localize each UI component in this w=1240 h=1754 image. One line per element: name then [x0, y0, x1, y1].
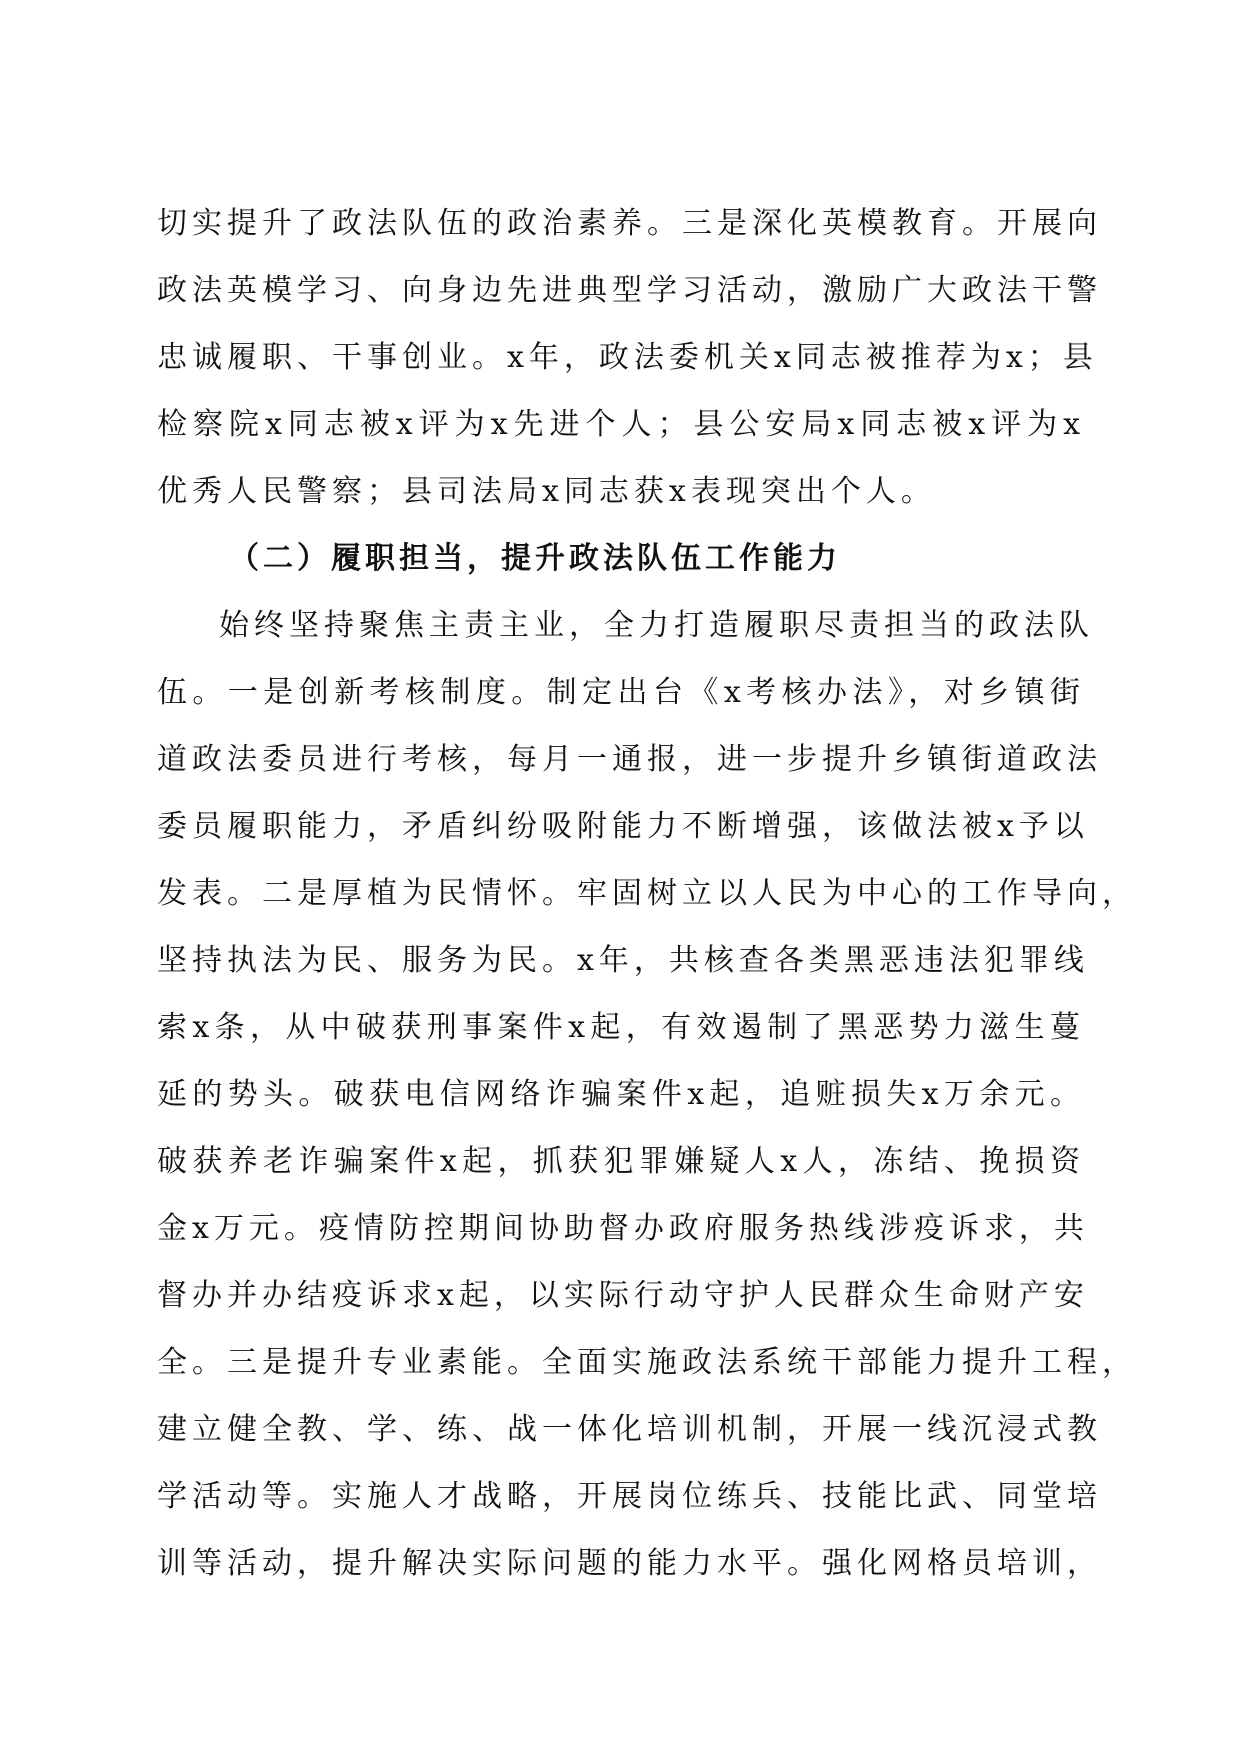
- text-line: 延的势头。破获电信网络诈骗案件x起，追赃损失x万余元。: [157, 1077, 1085, 1112]
- text-line: 破获养老诈骗案件x起，抓获犯罪嫌疑人x人，冻结、挽损资: [157, 1144, 1085, 1179]
- text-line: 优秀人民警察；县司法局x同志获x表现突出个人。: [157, 474, 936, 509]
- text-line: 训等活动，提升解决实际问题的能力水平。强化网格员培训，: [157, 1546, 1102, 1581]
- paragraph: [157, 592, 1137, 1597]
- text-line: 委员履职能力，矛盾纠纷吸附能力不断增强，该做法被x予以: [157, 809, 1089, 844]
- text-line: 伍。一是创新考核制度。制定出台《x考核办法》，对乡镇街: [157, 675, 1085, 710]
- text-line: 金x万元。疫情防控期间协助督办政府服务热线涉疫诉求，共: [157, 1211, 1089, 1246]
- text-line: 始终坚持聚焦主责主业，全力打造履职尽责担当的政法队: [219, 608, 1094, 643]
- text-line: 道政法委员进行考核，每月一通报，进一步提升乡镇街道政法: [157, 742, 1102, 777]
- section-heading: （二）履职担当，提升政法队伍工作能力: [229, 541, 841, 576]
- text-line: 政法英模学习、向身边先进典型学习活动，激励广大政法干警: [157, 273, 1102, 308]
- text-line: 学活动等。实施人才战略，开展岗位练兵、技能比武、同堂培: [157, 1479, 1102, 1514]
- text-line: 坚持执法为民、服务为民。x年，共核查各类黑恶违法犯罪线: [157, 943, 1089, 978]
- text-line: 忠诚履职、干事创业。x年，政法委机关x同志被推荐为x；县: [157, 340, 1098, 375]
- text-line: 检察院x同志被x评为x先进个人；县公安局x同志被x评为x: [157, 407, 1085, 442]
- document-body: [157, 190, 1137, 1597]
- text-line: 索x条，从中破获刑事案件x起，有效遏制了黑恶势力滋生蔓: [157, 1010, 1085, 1045]
- text-line: 建立健全教、学、练、战一体化培训机制，开展一线沉浸式教: [157, 1412, 1102, 1447]
- paragraph: [157, 190, 1102, 525]
- text-line: 发表。二是厚植为民情怀。牢固树立以人民为中心的工作导向，: [157, 876, 1137, 911]
- text-line: 全。三是提升专业素能。全面实施政法系统干部能力提升工程，: [157, 1345, 1137, 1380]
- text-line: 督办并办结疫诉求x起，以实际行动守护人民群众生命财产安: [157, 1278, 1089, 1313]
- text-line: 切实提升了政法队伍的政治素养。三是深化英模教育。开展向: [157, 206, 1102, 241]
